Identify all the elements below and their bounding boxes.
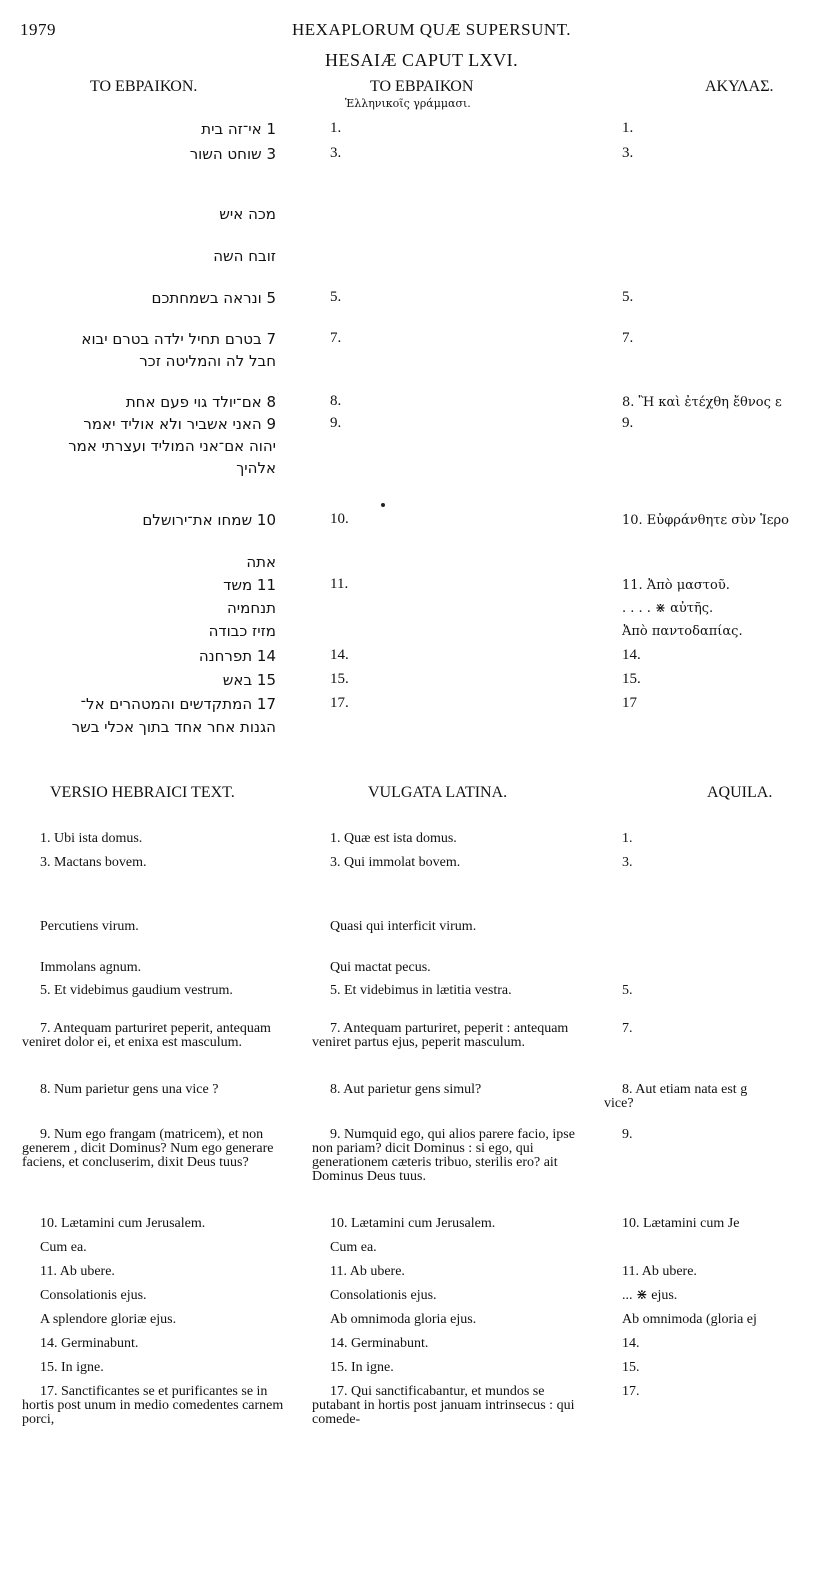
aquila-line: 1.	[622, 831, 633, 846]
page-number: 1979	[20, 20, 56, 39]
col-versio-title: VERSIO HEBRAICI TEXT.	[50, 784, 235, 801]
aquila-line: 17.	[622, 1384, 640, 1399]
aquila-line: 8. Aut etiam nata est g	[622, 1082, 748, 1097]
aquila-latin-column	[604, 825, 824, 1425]
versio-line: 9. Num ego frangam (matricem), et non generem , dicit Dominus? Num ego generare faciens, et concluserim, dixit Deus tuus?	[22, 1127, 274, 1170]
greek-line: 11. Ἀπὸ μαστοῦ.	[622, 578, 730, 593]
versio-line: 3. Mactans bovem.	[40, 855, 147, 870]
hebrew-line: הגנות אחר אחד בתוך אכלי בשר	[71, 718, 276, 736]
verse-number: 17.	[330, 695, 349, 711]
versio-line: 10. Lætamini cum Jerusalem.	[40, 1216, 206, 1231]
hebrew-line: 14 תפרחנה	[198, 647, 276, 665]
greek-line: 10. Εὐφράνθητε σὺν Ἱερο	[622, 513, 789, 528]
versio-line: A splendore gloriæ ejus.	[40, 1312, 177, 1327]
col-transliteration-subtitle: Ἑλληνικοῖς γράμμασι.	[345, 97, 471, 110]
vulgata-line: Cum ea.	[330, 1240, 377, 1255]
hebrew-line: 8 אם־יולד גוי פעם אחת	[125, 393, 276, 411]
hebrew-line: אתה	[246, 553, 276, 571]
verse-number: 8.	[330, 393, 342, 409]
hebrew-line: 17 המתקדשים והמטהרים אל־	[80, 695, 276, 713]
aquila-line: vice?	[604, 1096, 634, 1111]
aquila-line: 14.	[622, 1336, 640, 1351]
hebrew-line: 15 באש	[222, 671, 276, 689]
hebrew-line: תנחמיה	[226, 599, 276, 617]
verse-number: 9.	[330, 415, 342, 431]
hebrew-line: 11 משד	[223, 576, 276, 594]
vulgata-line: Quasi qui interficit virum.	[330, 919, 477, 934]
vulgata-line: 1. Quæ est ista domus.	[330, 831, 457, 846]
hebrew-line: אלהיך	[236, 459, 276, 477]
verse-number: 10.	[330, 511, 349, 527]
hebrew-line: מכה איש	[219, 205, 276, 223]
vulgata-line: Consolationis ejus.	[330, 1288, 437, 1303]
versio-line: 17. Sanctificantes se et purificantes se in hortis post unum in medio comedentes carnem porci,	[22, 1384, 284, 1427]
versio-line: Percutiens virum.	[40, 919, 139, 934]
vulgata-line: 11. Ab ubere.	[330, 1264, 405, 1279]
versio-line: Cum ea.	[40, 1240, 87, 1255]
hebrew-line: 5 ונראה בשמחתכם	[151, 289, 276, 307]
aquila-line: Ab omnimoda (gloria ej	[622, 1312, 757, 1327]
verse-number: 11.	[330, 576, 349, 592]
chapter-title: HESAIÆ CAPUT LXVI.	[325, 50, 519, 70]
aquila-line: 9.	[622, 1127, 633, 1142]
hebrew-line: חבל לה והמליטה זכר	[139, 352, 276, 370]
versio-line: 5. Et videbimus gaudium vestrum.	[40, 983, 233, 998]
verse-number: 15.	[330, 671, 349, 687]
hebrew-line: יהוה אם־אני המוליד ועצרתי אמר	[68, 437, 276, 455]
col-transliteration-title: ΤΟ ΕΒΡΑΙΚΟΝ	[370, 78, 474, 95]
vulgata-line: 15. In igne.	[330, 1360, 394, 1375]
hebrew-line: 3 שוחט השור	[189, 145, 276, 163]
verse-number: 3.	[622, 145, 634, 161]
verse-number: 7.	[330, 330, 342, 346]
hebrew-line: 1 אי־זה בית	[201, 120, 276, 138]
aquila-line: 7.	[622, 1021, 633, 1036]
verse-number: 3.	[330, 145, 342, 161]
verse-number: 9.	[622, 415, 634, 431]
aquila-line: 10. Lætamini cum Je	[622, 1216, 740, 1231]
aquila-line: 15.	[622, 1360, 640, 1375]
versio-line: 1. Ubi ista domus.	[40, 831, 143, 846]
versio-line: 8. Num parietur gens una vice ?	[40, 1082, 219, 1097]
vulgata-line: 8. Aut parietur gens simul?	[330, 1082, 482, 1097]
vulgata-line: 10. Lætamini cum Jerusalem.	[330, 1216, 496, 1231]
vulgata-line: 7. Antequam parturiret, peperit : antequam veniret partus ejus, peperit masculum.	[312, 1021, 569, 1050]
hebrew-line: מזיז כבודה	[208, 622, 276, 640]
verse-number: 14.	[330, 647, 349, 663]
vulgata-line: 14. Germinabunt.	[330, 1336, 429, 1351]
greek-line: Ἀπὸ παντοδαπίας.	[622, 624, 743, 639]
vulgata-line: 9. Numquid ego, qui alios parere facio, ipse non pariam? dicit Dominus : si ego, qui generationem cæteris tribuo, sterilis ero? ait Dominus Deus tuus.	[312, 1127, 575, 1184]
vulgata-line: 3. Qui immolat bovem.	[330, 855, 461, 870]
vulgata-line: Ab omnimoda gloria ejus.	[330, 1312, 477, 1327]
col-hebrew-title: ΤΟ ΕΒΡΑΙΚΟΝ.	[90, 78, 198, 95]
verse-number: 15.	[622, 671, 641, 687]
aquila-greek-column	[620, 115, 824, 735]
vulgata-line: 5. Et videbimus in lætitia vestra.	[330, 983, 512, 998]
versio-line: Immolans agnum.	[40, 960, 142, 975]
versio-line: Consolationis ejus.	[40, 1288, 147, 1303]
versio-line: 15. In igne.	[40, 1360, 104, 1375]
greek-line: 8. Ἢ καὶ ἐτέχθη ἔθνος ε	[622, 395, 782, 410]
verse-number: 1.	[622, 120, 634, 136]
vulgata-line: Qui mactat pecus.	[330, 960, 431, 975]
greek-line: . . . . ⋇ αὐτῆς.	[622, 601, 714, 616]
hebrew-line: 10 שמחו את־ירושלם	[142, 511, 276, 529]
hebrew-line: 7 בטרם תחיל ילדה בטרם יבוא	[81, 330, 276, 348]
verse-number: 7.	[622, 330, 634, 346]
verse-number: 5.	[622, 289, 634, 305]
stray-dot	[381, 503, 385, 507]
hebrew-line: זובח השה	[213, 247, 276, 265]
col-vulgata-title: VULGATA LATINA.	[368, 784, 508, 801]
verse-number: 17	[622, 695, 637, 711]
col-aquila-latin-title: AQUILA.	[707, 784, 773, 801]
verse-number: 5.	[330, 289, 342, 305]
hebrew-line: 9 האני אשביר ולא אוליד יאמר	[83, 415, 276, 433]
versio-line: 14. Germinabunt.	[40, 1336, 139, 1351]
aquila-line: ... ⋇ ejus.	[622, 1288, 678, 1303]
aquila-line: 5.	[622, 983, 633, 998]
col-aquila-title: ΑΚΥΛΑΣ.	[705, 78, 774, 95]
versio-line: 7. Antequam parturiret peperit, antequam veniret dolor ei, et enixa est masculum.	[22, 1021, 271, 1050]
running-title: HEXAPLORUM QUÆ SUPERSUNT.	[292, 20, 572, 39]
aquila-line: 3.	[622, 855, 633, 870]
verse-number: 1.	[330, 120, 342, 136]
vulgata-line: 17. Qui sanctificabantur, et mundos se putabant in hortis post januam intrinsecus : qui comede-	[312, 1384, 575, 1427]
aquila-line: 11. Ab ubere.	[622, 1264, 697, 1279]
verse-number: 14.	[622, 647, 641, 663]
versio-line: 11. Ab ubere.	[40, 1264, 115, 1279]
